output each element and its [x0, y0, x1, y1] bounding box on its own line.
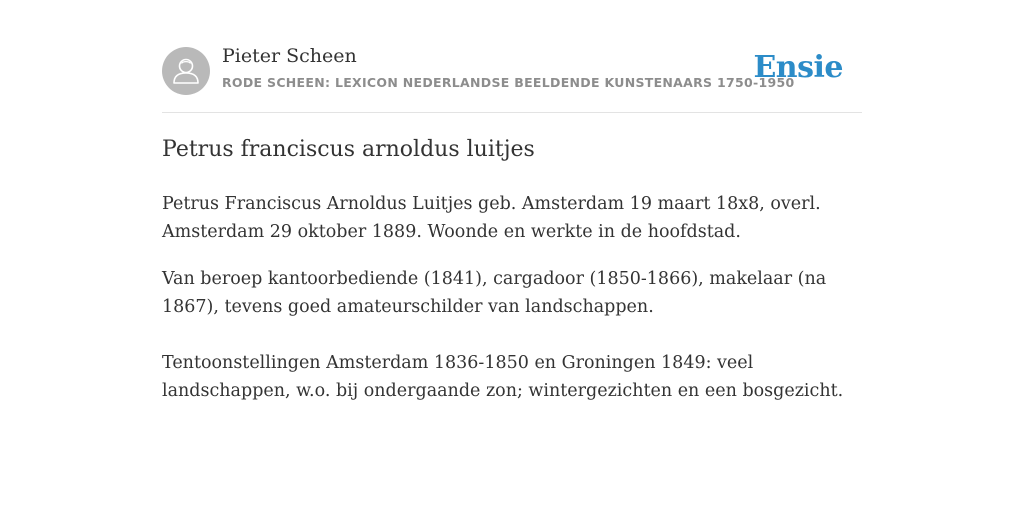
source-title[interactable]: RODE SCHEEN: LEXICON NEDERLANDSE BEELDENDE KUNSTENAARS 1750-1950 [222, 75, 795, 90]
ensie-logo[interactable]: Ensie [753, 50, 843, 85]
article-title: Petrus franciscus arnoldus luitjes [162, 137, 535, 162]
article-paragraph: Van beroep kantoorbediende (1841), cargadoor (1850-1866), makelaar (na 1867), tevens goed amateurschilder van landschappen. [162, 269, 827, 317]
article-paragraph: Tentoonstellingen Amsterdam 1836-1850 en Groningen 1849: veel landschappen, w.o. bij ondergaande zon; wintergezichten en een bosgezicht. [162, 353, 844, 401]
article-paragraph: Petrus Franciscus Arnoldus Luitjes geb. Amsterdam 19 maart 18x8, overl. Amsterdam 29 oktober 1889. Woonde en werkte in de hoofdstad. [162, 194, 821, 242]
author-name[interactable]: Pieter Scheen [222, 45, 357, 67]
author-avatar[interactable] [162, 47, 210, 95]
article-card [162, 0, 862, 401]
article-header [162, 0, 862, 113]
user-silhouette-icon [162, 47, 210, 95]
